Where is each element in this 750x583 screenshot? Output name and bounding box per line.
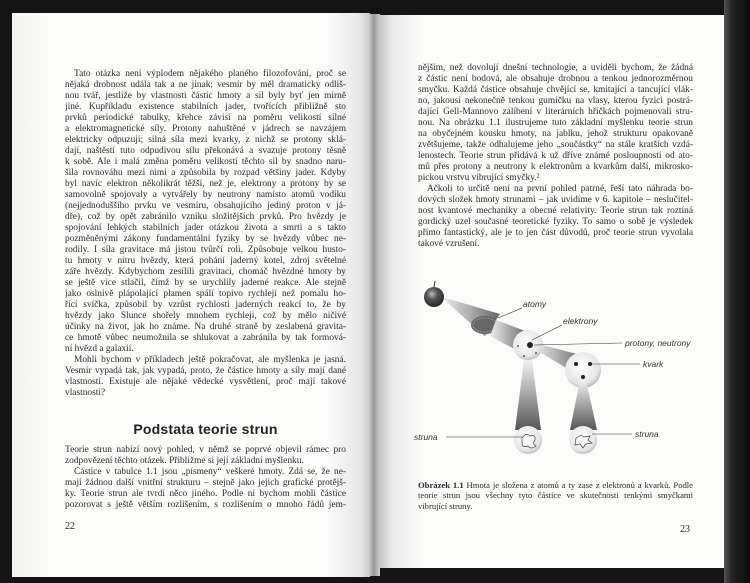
text-line: dře), což by opět zabránilo vzniku složitějších prvků. Pro hvězdy je [65,212,346,222]
page-number-left: 22 [65,521,75,532]
string-sphere-left [514,426,542,454]
caption-line: vibrující struny. [418,500,473,511]
page-number-right: 23 [680,524,690,535]
apple-icon [424,287,444,307]
text-line: jako oslnivě plápolající plamen spálí topivo rychleji než pomalu ho- [65,289,346,299]
text-line: lenostech. Teorie strun přidává k už dříve známé posloupnosti od ato- [418,151,693,161]
zoom-cone-string-left [515,360,541,430]
scan-border [724,0,750,583]
text-line: Ačkoli to určitě není na první pohled patrné, řeší tato náhrada bo- [427,184,693,194]
text-line: z částic není bodová, ale obsahuje drobnou a tenkou jednorozměrnou [418,74,693,84]
text-line: řící svíčka, způsobil by vzrůst rychlosti jaderných reakcí to, že by [65,300,346,310]
text-line: takové vzrušení. [418,239,480,249]
text-line: k sobě. Ale i malá změna poměru velikostí těchto sil by snadno naru- [65,157,346,167]
left-page-body [65,69,346,399]
text-line: nějaká drobnost udála tak a ne jinak; vesmír by měl dramaticky odliš- [65,80,346,90]
text-line: vlastnosti. Existuje ale nějaké vědecké vysvětlení, proč mají takové [65,377,346,387]
text-line: pozorovat s ještě větším rozlišením, s rozlišením o mnoho řádů jem- [65,500,346,510]
label-electrons: elektrony [563,316,598,326]
label-quark: kvark [643,359,664,369]
label-atoms: atomy [523,299,547,309]
label-string-right: struna [635,429,659,439]
text-line: ky. Teorie strun ale tvrdí něco jiného. Podle ní bychom mohli částice [65,489,346,499]
text-line: smyčku. Každá částice obsahuje chvějící se, kmitající a tancující vlák- [418,85,693,95]
text-line: nost kvantové mechaniky a obecné relativity. Teorie strun tak roztíná [418,206,693,216]
text-line: Tato otázka není výplodem nějakého planého filozofování, proč se [74,69,346,79]
caption-line [418,480,693,490]
text-line: tu hmoty v nitru hvězdy, která pohání jaderný kotel, zdroj světelné [65,256,346,266]
text-line: elektricky odpuzují; silná síla mezi kvarky, z nichž se protony sklá- [65,135,346,145]
figure-1-1-illustration [410,270,710,475]
text-line: Vesmír vypadá tak, jak vypadá, proto, že částice hmoty a síly mají dané [65,366,346,376]
text-line: jiné. Kupříkladu existence stabilních jader, tvořících přibližně sto [65,102,346,112]
text-line: gordický uzel současné teoretické fyziky. To samo o sobě je výsledek [418,217,693,227]
right-page [378,15,724,568]
text-line: samovolně spojovaly a vytvářely by neutrony namísto atomů vodíku [65,190,346,200]
section-body [65,445,346,511]
text-line: účinky na život, jak ho známe. Na druhé straně by zeslabená gravita- [65,322,346,332]
text-line: nou tvář, jestliže by vlastnosti částic hmoty a sil byly byť jen mírně [65,91,346,101]
text-line: šila rovnováhu mezi nimi a způsobila by rozpad většiny jader. Kdyby [65,168,346,178]
label-protons-neutrons: protony, neutrony [625,338,691,348]
text-line: dových složek hmoty strunami – jak uvidíme v 6. kapitole – neslučitel- [418,195,693,205]
text-line: hvězdy jako Slunce shořely mnohem rychleji, což by mělo ničivé [65,311,346,321]
label-string-left: struna [414,432,438,442]
text-line: záře hvězdy. Kdybychom zesílili gravitaci, chomáč hvězdné hmoty by [65,267,346,277]
text-line: přímo fantastický, ale je to jen část důvodů, proč teorie strun vyvolala [418,228,693,238]
text-line: na obyčejném kousku hmoty, na jablku, jehož strukturu opakovaně [418,129,693,139]
text-line: Teorie strun nabízí nový pohled, v němž se poprvé objevil rámec pro [65,445,346,455]
text-line: Mohli bychom v příkladech ještě pokračovat, ale myšlenka je jasná. [74,355,346,365]
text-line: Částice v tabulce 1.1 jsou „písmeny“ veškeré hmoty. Zdá se, že ne- [74,467,346,477]
text-line: (nejjednoduššího prvku ve vesmíru, obsahujícího jediný proton v já- [65,201,346,211]
text-line: dají, naštěstí tuto odpudivou sílu překonává a svazuje protony těsně [65,146,346,156]
section-heading: Podstata teorie strun [133,421,278,437]
text-line: a elektromagnetické síly. Protony nahuštěné v jádrech se navzájem [65,124,346,134]
string-sphere-right [569,426,597,454]
text-line: mů přes protony a neutrony k elektronům a kvarkům další, mikrosko- [418,162,693,172]
text-line: dající Gell-Mannovo zalíbení v literárních hříčkách pojmenovali stru- [418,107,693,117]
text-line: byl navíc elektron několikrát těžší, než je, elektrony a protony by se [65,179,346,189]
figure-caption [418,480,693,511]
left-page [12,13,370,577]
text-line: mají žádnou další vnitřní strukturu – stejně jako jejich grafické protějš- [65,478,346,488]
text-line: nou. Na obrázku 1.1 ilustrujeme tuto základní myšlenku teorie strun [418,118,693,128]
text-line: ní hvězd a galaxií. [65,344,134,354]
caption-text: Hmota je složena z atomů a ty zase z elektronů a kvarků. Podle [466,480,693,490]
zoom-cone-string-right [570,380,597,430]
text-line: zodpovězení těchto otázek. Přibližme si její základní myšlenku. [65,456,304,466]
text-line: rodily. I síla gravitace má jistou tvůrčí roli. Způsobuje velkou husto- [65,245,346,255]
caption-line: teorie strun jsou všechny tyto částice ve skutečnosti tenkými smyčkami [418,490,693,501]
text-line: pozměněnými zákony fundamentální fyziky by se hvězdy vůbec ne- [65,234,346,244]
text-line: se ještě více stlačil, čímž by se urychlily jaderné reakce. Ale stejně [65,278,346,288]
text-line: prvků periodické tabulky, křehce závisí na poměru velikostí silné [65,113,346,123]
caption-label: Obrázek 1.1 [418,480,464,490]
text-line: no, jakousi nekonečně tenkou gumičku na vlasy, kterou fyzici postrá- [418,96,693,106]
text-line: spojování lehkých stabilních jader otázkou života a smrti a s takto [65,223,346,233]
text-line: zvětšujeme, takže odhalujeme jeho „součástky“ na stále kratších vzdá- [418,140,693,150]
right-page-body [418,63,693,250]
text-line: pickou vrstvu vibrující smyčky.² [418,173,540,183]
text-line: vlastnosti? [65,388,106,398]
text-line: nějším, než dovolují dnešní technologie, a uviděli bychom, že žádná [418,63,693,73]
text-line: ce hmotě vůbec neumožnila se shlukovat a zabránila by tak formová- [65,333,346,343]
